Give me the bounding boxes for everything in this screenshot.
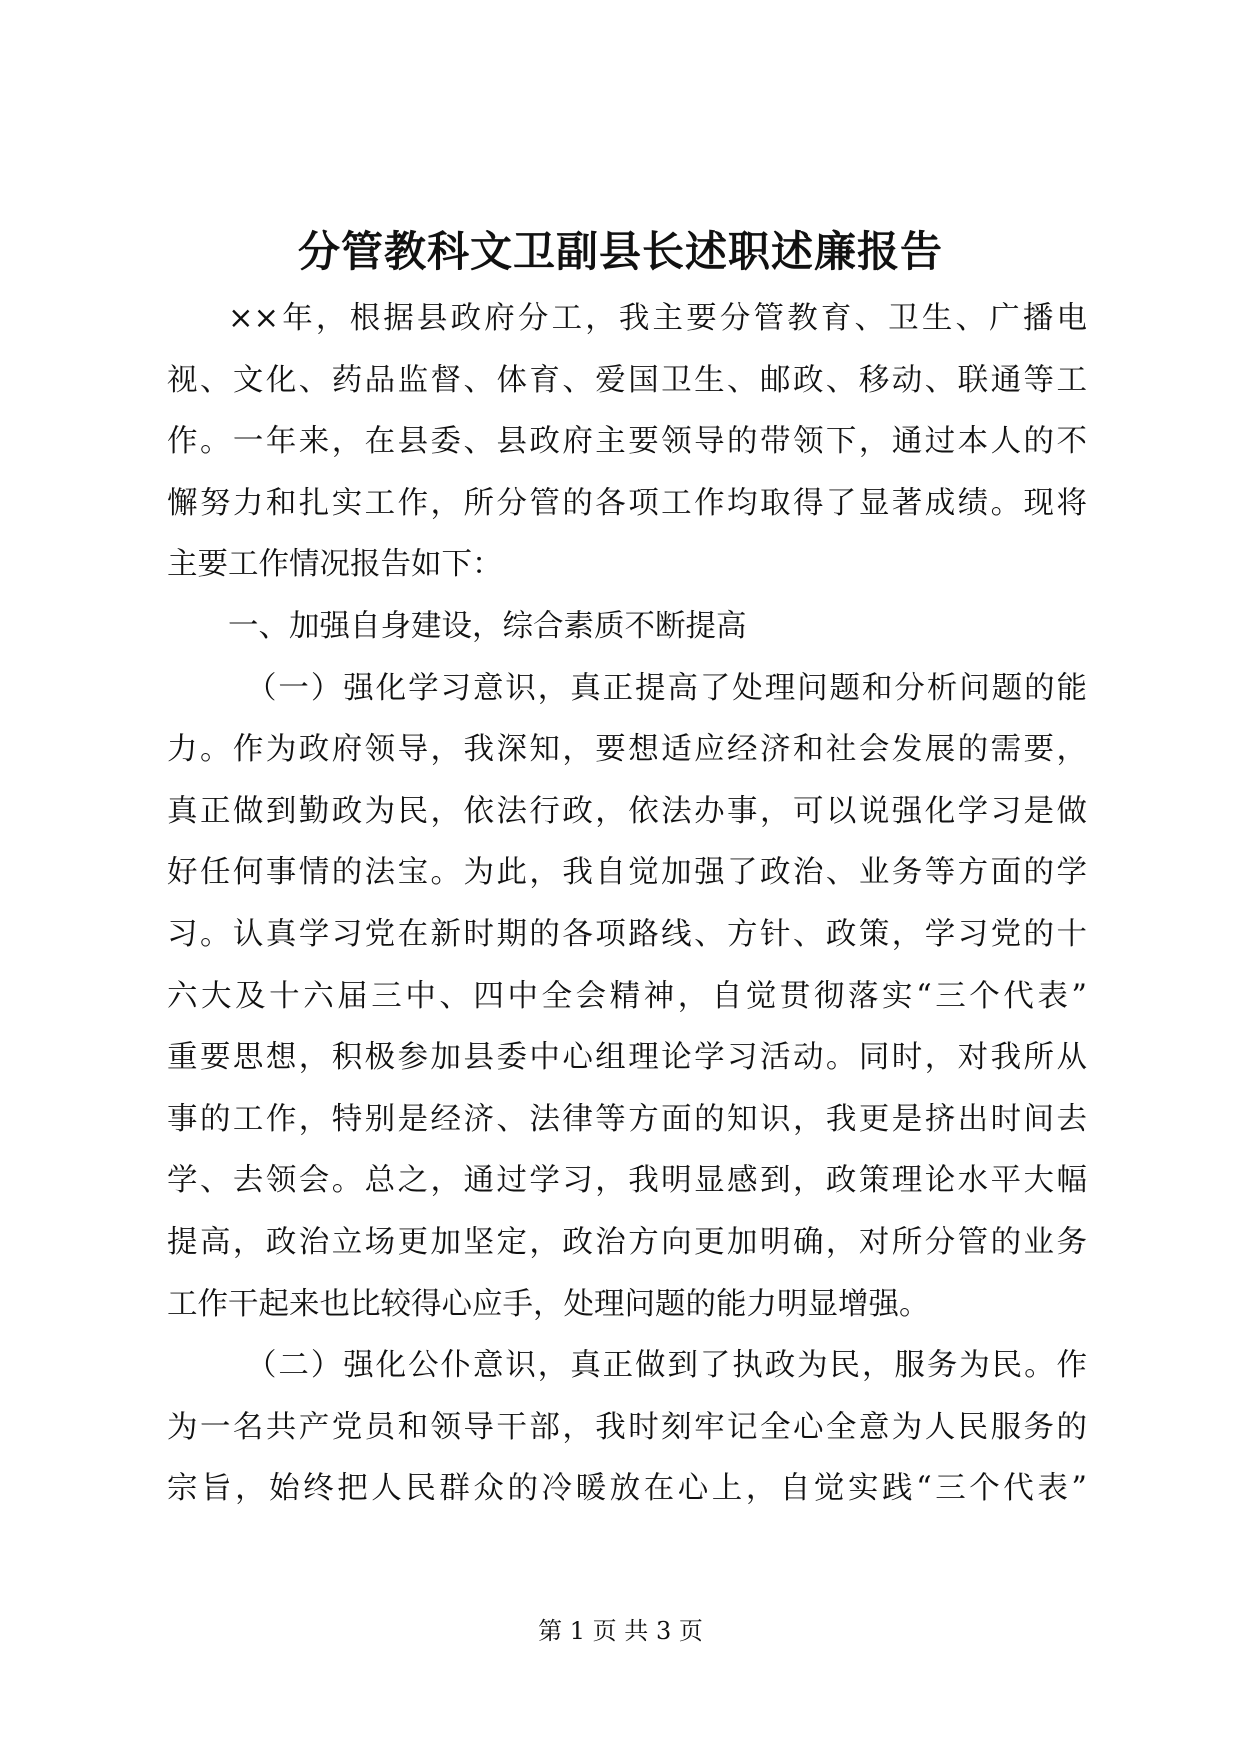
text-line: 懈努力和扎实工作，所分管的各项工作均取得了显著成绩。现将	[167, 485, 1087, 521]
text-line: ××年，根据县政府分工，我主要分管教育、卫生、广播电	[228, 301, 1087, 336]
text-line: 重要思想，积极参加县委中心组理论学习活动。同时，对我所从	[167, 1040, 1087, 1076]
text-line: 视、文化、药品监督、体育、爱国卫生、邮政、移动、联通等工	[167, 362, 1087, 398]
subsection-heading: （二）强化公仆意识，真正做到了执政为民，服务为民。作	[246, 1348, 1087, 1384]
subsection-heading: （一）强化学习意识，真正提高了处理问题和分析问题的能	[246, 670, 1087, 706]
text-line: 好任何事情的法宝。为此，我自觉加强了政治、业务等方面的学	[167, 855, 1087, 891]
text-line: 提高，政治立场更加坚定，政治方向更加明确，对所分管的业务	[167, 1224, 1087, 1260]
text-line: 学、去领会。总之，通过学习，我明显感到，政策理论水平大幅	[167, 1163, 1087, 1199]
text-line: 工作干起来也比较得心应手，处理问题的能力明显增强。	[167, 1286, 930, 1322]
text-line: 力。作为政府领导，我深知，要想适应经济和社会发展的需要，	[167, 732, 1087, 768]
text-line: 作。一年来，在县委、县政府主要领导的带领下，通过本人的不	[167, 424, 1087, 460]
page-footer: 第 1 页 共 3 页	[538, 1617, 703, 1645]
section-heading: 一、加强自身建设，综合素质不断提高	[228, 608, 747, 644]
text-line: 为一名共产党员和领导干部，我时刻牢记全心全意为人民服务的	[167, 1409, 1087, 1445]
text-line: 宗旨，始终把人民群众的冷暖放在心上，自觉实践“三个代表”	[167, 1471, 1087, 1507]
text-line: 习。认真学习党在新时期的各项路线、方针、政策，学习党的十	[167, 916, 1087, 952]
text-line: 真正做到勤政为民，依法行政，依法办事，可以说强化学习是做	[167, 793, 1087, 829]
text-line: 六大及十六届三中、四中全会精神，自觉贯彻落实“三个代表”	[167, 978, 1087, 1014]
text-line: 主要工作情况报告如下：	[167, 547, 503, 583]
document-title: 分管教科文卫副县长述职述廉报告	[297, 227, 943, 276]
text-line: 事的工作，特别是经济、法律等方面的知识，我更是挤出时间去	[167, 1101, 1087, 1137]
document-body	[167, 288, 1087, 1520]
